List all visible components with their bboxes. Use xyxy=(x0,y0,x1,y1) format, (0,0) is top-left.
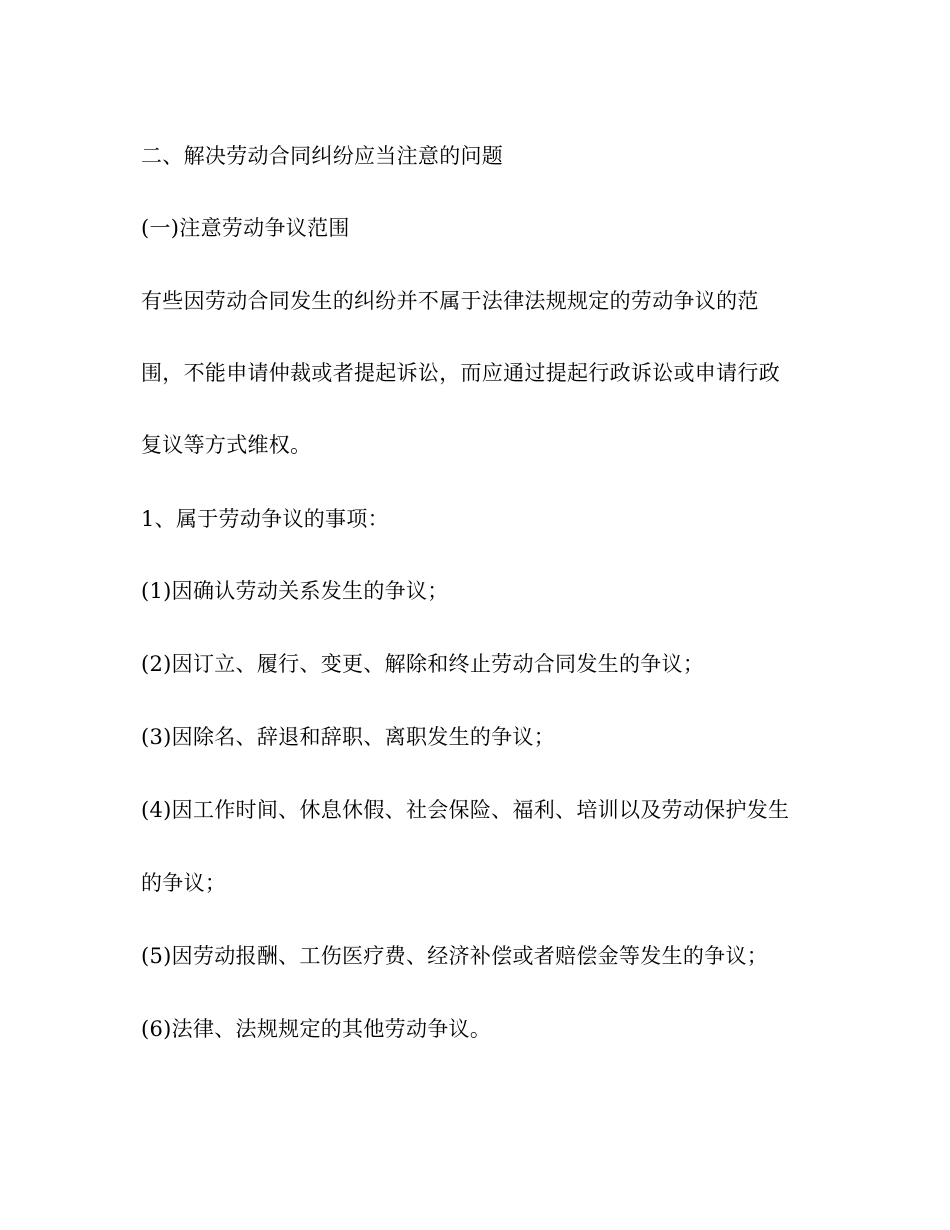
paragraph-line: 有些因劳动合同发生的纠纷并不属于法律法规规定的劳动争议的范 xyxy=(141,289,759,313)
subsection-heading: (一)注意劳动争议范围 xyxy=(141,216,350,240)
list-title: 1、属于劳动争议的事项： xyxy=(141,507,389,531)
list-item-continuation: 的争议； xyxy=(141,871,227,895)
list-item: (4)因工作时间、休息休假、社会保险、福利、培训以及劳动保护发生 xyxy=(141,798,790,822)
paragraph-line: 复议等方式维权。 xyxy=(141,433,312,457)
section-heading: 二、解决劳动合同纠纷应当注意的问题 xyxy=(141,144,504,168)
list-item: (6)法律、法规规定的其他劳动争议。 xyxy=(141,1017,492,1041)
list-item: (1)因确认劳动关系发生的争议； xyxy=(141,579,449,603)
list-item: (5)因劳动报酬、工伤医疗费、经济补偿或者赔偿金等发生的争议； xyxy=(141,944,769,968)
list-item: (2)因订立、履行、变更、解除和终止劳动合同发生的争议； xyxy=(141,652,705,676)
list-item: (3)因除名、辞退和辞职、离职发生的争议； xyxy=(141,725,556,749)
paragraph-line: 围，不能申请仲裁或者提起诉讼，而应通过提起行政诉讼或申请行政 xyxy=(141,361,780,385)
